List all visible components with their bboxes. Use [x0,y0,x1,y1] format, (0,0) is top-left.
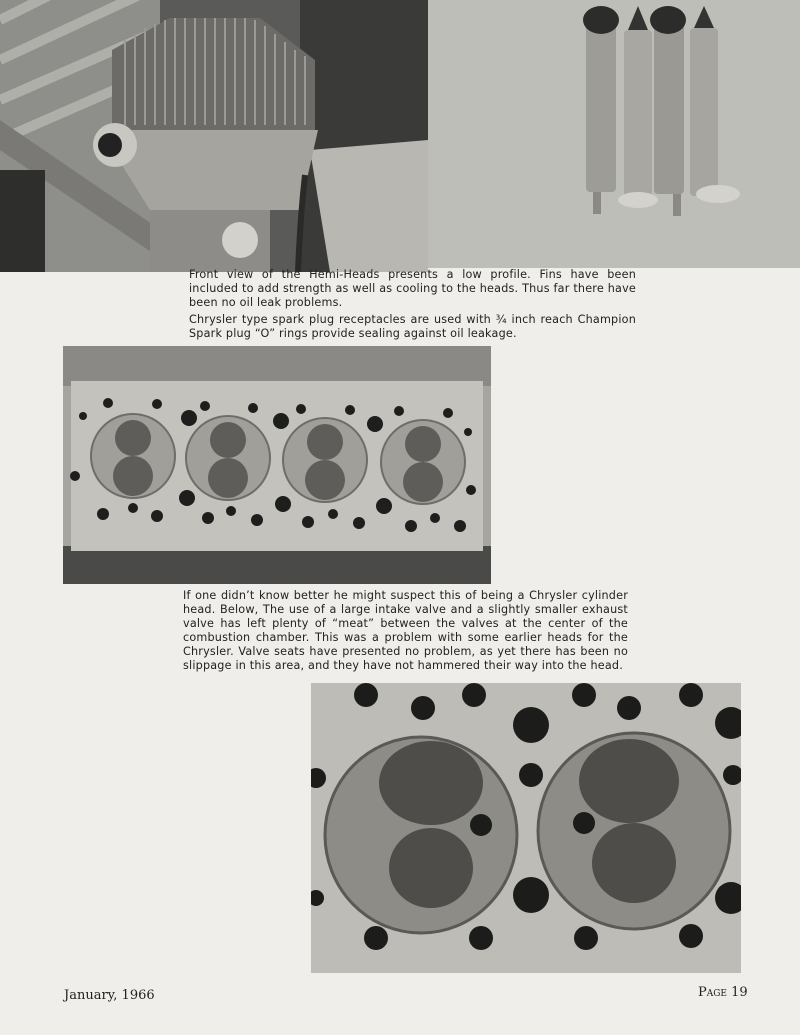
engine-front-photo [0,0,428,272]
hemi-heads-caption: Front view of the Hemi-Heads presents a low profile. Fins have been included to add strength as well as cooling to the heads. Thus far there have been no oil leak problems. [189,268,636,309]
cylinder-head-photo [63,346,491,584]
page-number [698,985,748,1000]
spark-plug-caption: Chrysler type spark plug receptacles are used with ¾ inch reach Champion Spark plug “O” rings provide sealing against oil leakage. [189,313,636,340]
spark-plug-tubes-illustration [428,0,800,268]
engine-front-illustration [0,0,428,272]
page-label: Page [698,985,728,1000]
page-number-value: 19 [731,985,748,1000]
issue-date: January, 1966 [64,988,155,1003]
middle-caption: If one didn’t know better he might suspect this of being a Chrysler cylinder head. Below, The use of a large intake valve and a slightly smaller exhaust valve has left plenty of “meat” between the valves at the center of the combustion chamber. This was a problem with some earlier heads for the Chrysler. Valve seats have presented no problem, as yet there has been no slippage in this area, and they have not hammered their way into the head. [183,589,628,672]
chamber-closeup-illustration [311,683,741,973]
chamber-closeup-photo [311,683,741,973]
cylinder-head-illustration [63,346,491,584]
top-caption [189,268,636,344]
spark-plug-tubes-photo [428,0,800,268]
